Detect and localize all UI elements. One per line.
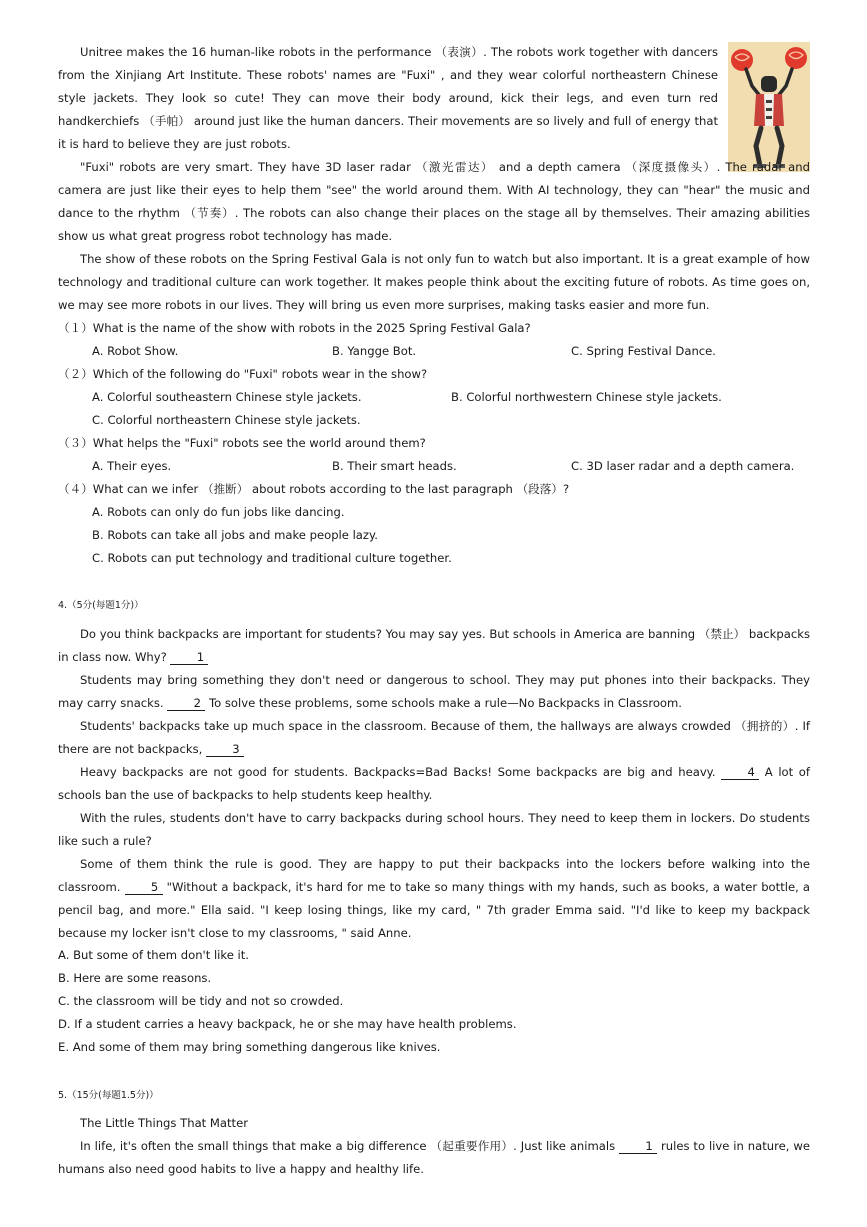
question-text: What helps the "Fuxi" robots see the world around them? bbox=[92, 436, 426, 450]
s4-paragraph-3: Students' backpacks take up much space in the classroom. Because of them, the hallways are always crowded （拥挤的）. If there are not backpacks, 3 bbox=[58, 719, 810, 756]
q1-option-a[interactable]: A. Robot Show. bbox=[92, 344, 179, 358]
question-number: （２） bbox=[58, 367, 93, 381]
s4-paragraph-5: With the rules, students don't have to carry backpacks during school hours. They need to keep them in lockers. Do students like such a rule? bbox=[58, 811, 810, 848]
blank-2[interactable]: 2 bbox=[167, 696, 205, 711]
blank-5[interactable]: 5 bbox=[125, 880, 163, 895]
q2-option-b[interactable]: B. Colorful northwestern Chinese style jackets. bbox=[451, 390, 722, 404]
s5-blank-1[interactable]: 1 bbox=[619, 1139, 657, 1154]
passage-paragraph-1: Unitree makes the 16 human-like robots in the performance （表演）. The robots work together with dancers from the Xinjiang Art Institute. These robots' names are "Fuxi" , and they wear colorful northeastern Chinese style jackets. They look so cute! They can move their body around, kick their legs, and even turn red handkerchiefs （手帕） around just like the human dancers. Their movements are so lively and full of energy that it is hard to believe they are just robots. bbox=[58, 45, 718, 151]
q1-option-c[interactable]: C. Spring Festival Dance. bbox=[571, 344, 716, 358]
question-4 bbox=[58, 478, 810, 501]
q3-option-b[interactable]: B. Their smart heads. bbox=[332, 459, 457, 473]
question-text: What is the name of the show with robots in the 2025 Spring Festival Gala? bbox=[92, 321, 531, 335]
s4-option-b[interactable]: B. Here are some reasons. bbox=[58, 971, 212, 985]
question-number: （１） bbox=[58, 321, 93, 335]
question-text: What can we infer （推断） about robots according to the last paragraph （段落）? bbox=[92, 482, 570, 496]
passage-paragraph-2: "Fuxi" robots are very smart. They have 3D laser radar （激光雷达） and a depth camera （深度摄像头）. The radar and camera are just like their eyes to help them "see" the world around them. With AI technology, they can "hear" the music and dance to the rhythm （节奏）. The robots can also change their places on the stage all by themselves. Their amazing abilities show us what great progress robot technology has made. bbox=[58, 160, 810, 243]
blank-4[interactable]: 4 bbox=[721, 765, 759, 780]
section-4-header: 4.（5分(每题1分)） bbox=[58, 600, 144, 611]
question-3 bbox=[58, 432, 810, 455]
question-number: （３） bbox=[58, 436, 93, 450]
section-5-header: 5.（15分(每题1.5分)） bbox=[58, 1090, 159, 1101]
question-text: Which of the following do "Fuxi" robots wear in the show? bbox=[92, 367, 428, 381]
s4-paragraph-2: Students may bring something they don't need or dangerous to school. They may put phones into their backpacks. They may carry snacks. 2 To solve these problems, some schools make a rule—No Backpacks in Classroom. bbox=[58, 673, 810, 710]
q4-option-a[interactable]: A. Robots can only do fun jobs like dancing. bbox=[92, 505, 345, 519]
s4-paragraph-4: Heavy backpacks are not good for students. Backpacks=Bad Backs! Some backpacks are big and heavy. 4 A lot of schools ban the use of backpacks to help students keep healthy. bbox=[58, 765, 810, 802]
q3-option-a[interactable]: A. Their eyes. bbox=[92, 459, 172, 473]
q1-option-b[interactable]: B. Yangge Bot. bbox=[332, 344, 417, 358]
s5-title: The Little Things That Matter bbox=[80, 1116, 249, 1130]
s4-option-e[interactable]: E. And some of them may bring something dangerous like knives. bbox=[58, 1040, 441, 1054]
q4-option-c[interactable]: C. Robots can put technology and traditional culture together. bbox=[92, 551, 452, 565]
blank-1[interactable]: 1 bbox=[170, 650, 208, 665]
s4-option-a[interactable]: A. But some of them don't like it. bbox=[58, 948, 249, 962]
s5-paragraph-1: In life, it's often the small things that make a big difference （起重要作用）. Just like animals 1 rules to live in nature, we humans also need good habits to live a happy and healthy life. bbox=[58, 1139, 810, 1176]
q4-option-b[interactable]: B. Robots can take all jobs and make people lazy. bbox=[92, 528, 378, 542]
s4-paragraph-1: Do you think backpacks are important for students? You may say yes. But schools in America are banning （禁止） backpacks in class now. Why? 1 bbox=[58, 627, 810, 664]
q2-option-a[interactable]: A. Colorful southeastern Chinese style jackets. bbox=[92, 390, 362, 404]
passage-paragraph-3: The show of these robots on the Spring Festival Gala is not only fun to watch but also important. It is a great example of how technology and traditional culture can work together. It makes people think about the exciting future of robots. As time goes on, we may see more robots in our lives. They will bring us even more surprises, making tasks easier and more fun. bbox=[58, 252, 810, 312]
s4-option-d[interactable]: D. If a student carries a heavy backpack, he or she may have health problems. bbox=[58, 1017, 517, 1031]
question-2 bbox=[58, 363, 810, 386]
s4-option-c[interactable]: C. the classroom will be tidy and not so crowded. bbox=[58, 994, 344, 1008]
q3-option-c[interactable]: C. 3D laser radar and a depth camera. bbox=[571, 459, 795, 473]
question-number: （４） bbox=[58, 482, 93, 496]
robot-dancer-illustration bbox=[728, 42, 810, 172]
s4-paragraph-6: Some of them think the rule is good. They are happy to put their backpacks into the lockers before walking into the classroom. 5 "Without a backpack, it's hard for me to take so many things with my hands, such as books, a water bottle, a pencil bag, and more." Ella said. "I keep losing things, like my card, " 7th grader Emma said. "I'd like to keep my backpack because my locker isn't close to my classrooms, " said Anne. bbox=[58, 857, 810, 940]
question-1 bbox=[58, 317, 810, 340]
blank-3[interactable]: 3 bbox=[206, 742, 244, 757]
q2-option-c[interactable]: C. Colorful northeastern Chinese style jackets. bbox=[92, 413, 361, 427]
